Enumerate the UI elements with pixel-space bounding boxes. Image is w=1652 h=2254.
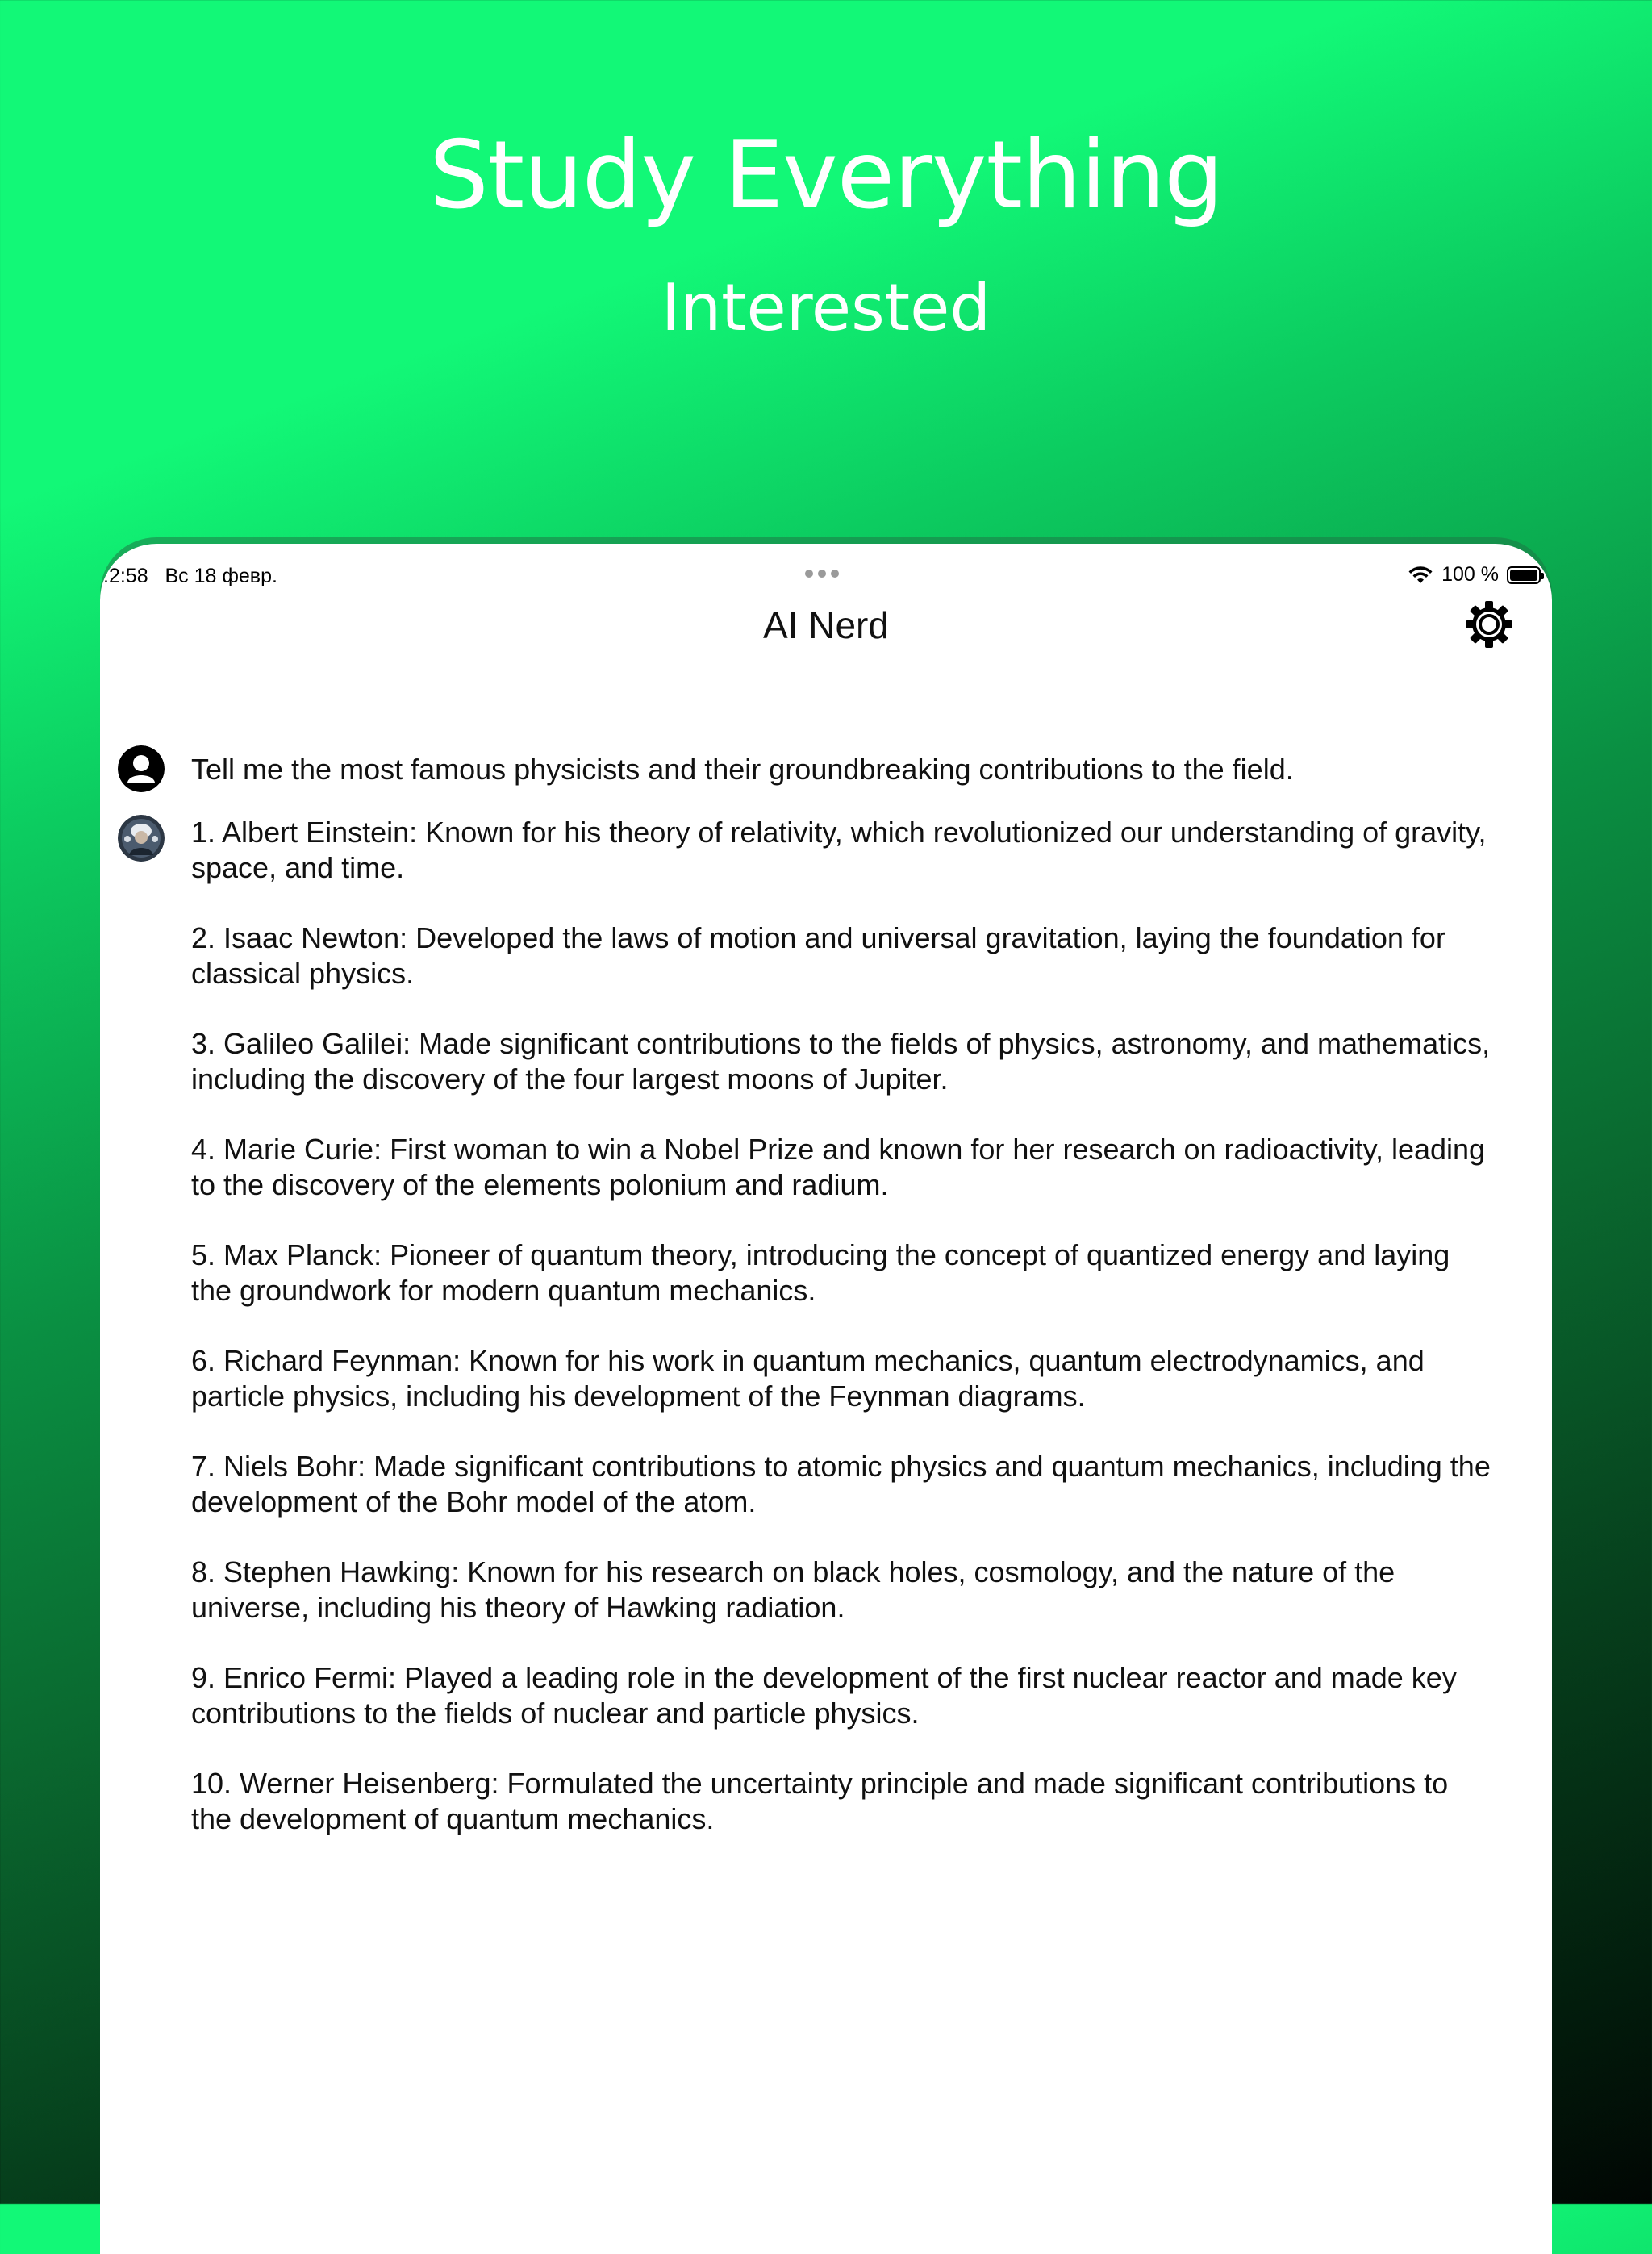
- list-item: 4. Marie Curie: First woman to win a Nobel Prize and known for her research on radioactivity, leading to the discovery of the elements polonium and radium.: [191, 1133, 1486, 1201]
- status-time: :2:58: [103, 565, 148, 587]
- dot: [831, 570, 839, 578]
- user-message: [100, 745, 1552, 787]
- promo-subtitle: Interested: [661, 270, 991, 345]
- conversation: [100, 745, 1552, 1872]
- battery-percentage: 100 %: [1441, 563, 1499, 586]
- wifi-icon: [1408, 566, 1433, 585]
- list-item: 3. Galileo Galilei: Made significant contributions to the fields of physics, astronomy, and mathematics, including the discovery of the four largest moons of Jupiter.: [191, 1027, 1491, 1096]
- list-item: 1. Albert Einstein: Known for his theory of relativity, which revolutionized our understanding of gravity, space, and time.: [191, 816, 1487, 884]
- user-message-text: Tell me the most famous physicists and their groundbreaking contributions to the field.: [191, 753, 1294, 786]
- list-item: 8. Stephen Hawking: Known for his research on black holes, cosmology, and the nature of the universe, including his theory of Hawking radiation.: [191, 1555, 1395, 1624]
- list-item: 7. Niels Bohr: Made significant contributions to atomic physics and quantum mechanics, including the development of the Bohr model of the atom.: [191, 1450, 1491, 1518]
- multitasking-dots[interactable]: [805, 570, 839, 578]
- assistant-message-list: [191, 815, 1496, 1837]
- settings-button[interactable]: [1463, 599, 1515, 650]
- gear-icon: [1463, 599, 1515, 650]
- promo-title: Study Everything: [429, 121, 1223, 230]
- dot: [818, 570, 826, 578]
- list-item: 9. Enrico Fermi: Played a leading role in the development of the first nuclear reactor and made key contributions to the fields of nuclear and particle physics.: [191, 1661, 1457, 1730]
- list-item: 10. Werner Heisenberg: Formulated the uncertainty principle and made significant contributions to the development of quantum mechanics.: [191, 1767, 1449, 1835]
- status-bar: [100, 558, 1552, 591]
- battery-icon: [1507, 566, 1541, 584]
- status-indicators: [1408, 563, 1541, 586]
- assistant-message: [100, 815, 1552, 1837]
- user-avatar: [118, 745, 165, 792]
- app-title: AI Nerd: [763, 604, 889, 646]
- assistant-avatar: [118, 815, 165, 862]
- list-item: 6. Richard Feynman: Known for his work in quantum mechanics, quantum electrodynamics, and particle physics, including his development of the Feynman diagrams.: [191, 1344, 1425, 1413]
- assistant-avatar-image: [118, 815, 165, 862]
- status-time-date: [103, 565, 277, 588]
- status-date: Вс 18 февр.: [165, 565, 277, 587]
- list-item: 2. Isaac Newton: Developed the laws of motion and universal gravitation, laying the foundation for classical physics.: [191, 921, 1446, 990]
- device-screen: [100, 544, 1552, 2254]
- list-item: 5. Max Planck: Pioneer of quantum theory, introducing the concept of quantized energy and laying the groundwork for modern quantum mechanics.: [191, 1238, 1450, 1307]
- person-icon: [118, 745, 165, 792]
- dot: [805, 570, 813, 578]
